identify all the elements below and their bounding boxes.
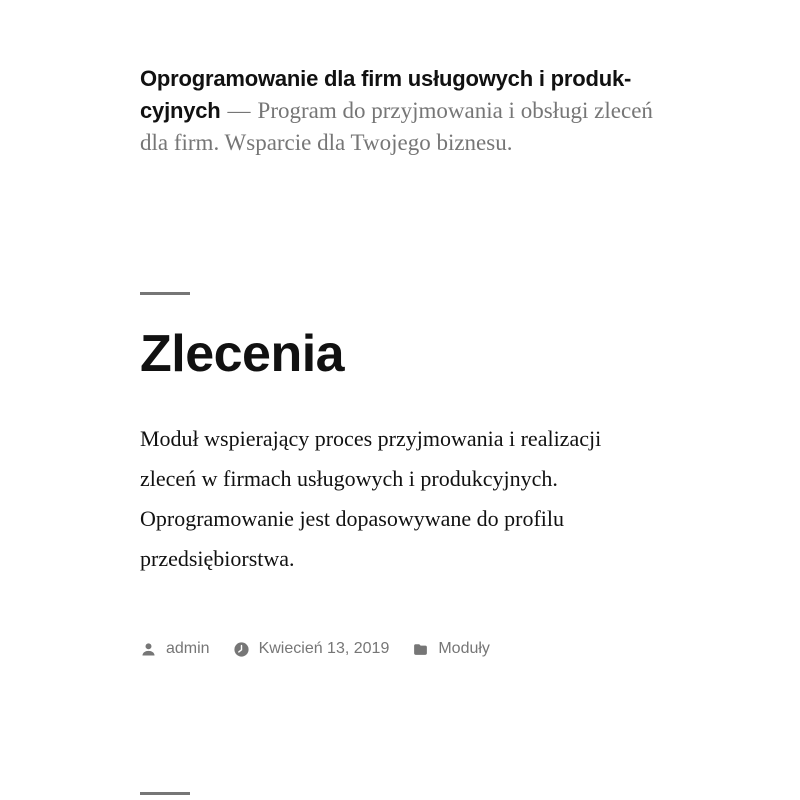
site-title-link[interactable]: Oprogramowanie dla firm usługowych i produkcyjnych — [140, 66, 632, 123]
page-content — [140, 0, 660, 795]
folder-icon — [412, 641, 429, 658]
site-header — [140, 0, 660, 159]
next-post-title-rule — [140, 792, 190, 795]
post-date-link[interactable] — [233, 638, 390, 660]
post-category-label: Moduły — [438, 640, 490, 657]
person-icon — [140, 641, 157, 658]
post-author-link[interactable] — [140, 638, 210, 660]
post-author-label: admin — [166, 640, 210, 657]
post-category-link[interactable] — [412, 638, 490, 660]
post-title-rule — [140, 292, 190, 295]
post-date-label: Kwiecień 13, 2019 — [258, 640, 390, 657]
next-post-article — [140, 792, 660, 795]
post-article — [140, 292, 660, 660]
post-excerpt: Moduł wspierający proces przyjmowania i realizacji zleceń w firmach usługowych i produkcyjnych. Oprogramowanie jest dopasowywane do profilu przedsiębiorstwa. — [140, 426, 602, 571]
post-title-link[interactable]: Zlecenia — [140, 325, 345, 383]
site-tagline: Program do przyjmowania i obsługi zleceń dla firm. Wsparcie dla Twojego biznesu. — [140, 98, 653, 155]
title-tagline-separator: — — [227, 98, 251, 123]
site-branding — [140, 63, 660, 159]
clock-icon — [233, 641, 250, 658]
main-content — [140, 292, 660, 795]
post-meta — [140, 638, 660, 660]
